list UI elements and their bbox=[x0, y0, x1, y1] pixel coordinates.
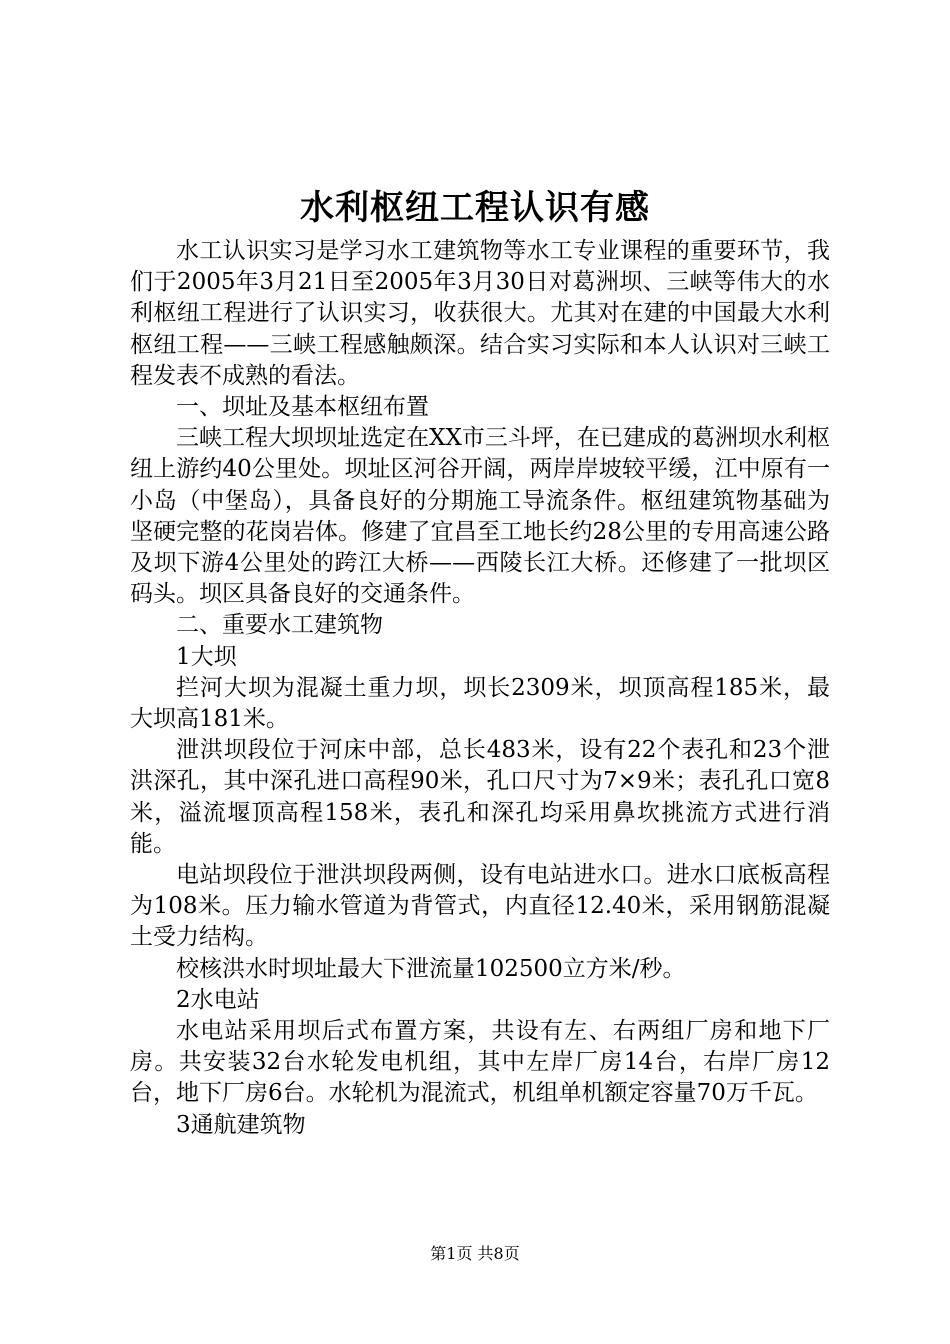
subheading-dam: 1大坝 bbox=[176, 643, 237, 670]
document-title: 水利枢纽工程认识有感 bbox=[300, 188, 650, 228]
section-heading-2: 二、重要水工建筑物 bbox=[176, 612, 383, 639]
paragraph-discharge: 校核洪水时坝址最大下泄流量102500立方米/秒。 bbox=[176, 955, 686, 982]
page-footer: 第1页 共8页 bbox=[430, 1244, 520, 1263]
paragraph-intro: 水工认识实习是学习水工建筑物等水工专业课程的重要环节，我们于2005年3月21日至2005年3月30日对葛洲坝、三峡等伟大的水利枢纽工程进行了认识实习，收获很大。尤其对在建的中国最大水利枢纽工程——三峡工程感触颇深。结合实习实际和本人认识对三峡工程发表不成熟的看法。 bbox=[130, 238, 830, 389]
paragraph-spillway: 泄洪坝段位于河床中部，总长483米，设有22个表孔和23个泄洪深孔，其中深孔进口高程90米，孔口尺寸为7×9米；表孔孔口宽8米，溢流堰顶高程158米，表孔和深孔均采用鼻坎挑流方式进行消能。 bbox=[130, 737, 830, 857]
subheading-navigation: 3通航建筑物 bbox=[176, 1111, 306, 1138]
subheading-hydropower: 2水电站 bbox=[176, 986, 260, 1013]
paragraph-powerhouse-dam: 电站坝段位于泄洪坝段两侧，设有电站进水口。进水口底板高程为108米。压力输水管道为背管式，内直径12.40米，采用钢筋混凝土受力结构。 bbox=[130, 862, 830, 951]
paragraph-dam-site: 三峡工程大坝坝址选定在XX市三斗坪，在已建成的葛洲坝水利枢纽上游约40公里处。坝址区河谷开阔，两岸岸坡较平缓，江中原有一小岛（中堡岛），具备良好的分期施工导流条件。枢纽建筑物基础为坚硬完整的花岗岩体。修建了宜昌至工地长约28公里的专用高速公路及坝下游4公里处的跨江大桥——西陵长江大桥。还修建了一批坝区码头。坝区具备良好的交通条件。 bbox=[130, 425, 830, 608]
document-body bbox=[130, 236, 830, 1141]
paragraph-hydropower: 水电站采用坝后式布置方案，共设有左、右两组厂房和地下厂房。共安装32台水轮发电机组，其中左岸厂房14台，右岸厂房12台，地下厂房6台。水轮机为混流式，机组单机额定容量70万千瓦。 bbox=[130, 1018, 830, 1107]
section-heading-1: 一、坝址及基本枢纽布置 bbox=[176, 394, 429, 421]
paragraph-dam: 拦河大坝为混凝土重力坝，坝长2309米，坝顶高程185米，最大坝高181米。 bbox=[130, 674, 830, 733]
